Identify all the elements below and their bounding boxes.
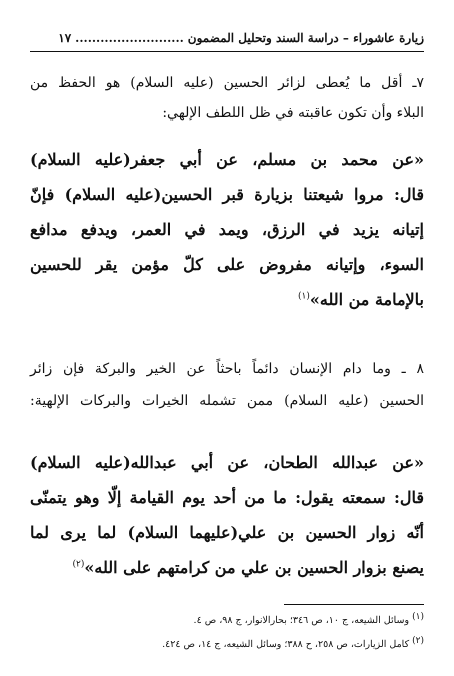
quote1-line-2: قال: مروا شيعتنا بزيارة قبر الحسين(عليه السلام) فإنّ <box>30 185 424 204</box>
running-header-leader-dots: .......................... <box>75 31 184 45</box>
running-header <box>30 28 424 48</box>
section7-line-2: البلاء وأن تكون عاقبته في ظل اللطف الإلهي: <box>162 105 424 121</box>
section8-line-1: ٨ ـ وما دام الإنسان دائماً باحثاً عن الخير والبركة فإن زائر <box>30 361 424 377</box>
section7-line-1: ٧ـ أقل ما يُعطى لزائر الحسين (عليه السلام) هو الحفظ من <box>30 75 424 91</box>
footnote-1 <box>60 613 424 626</box>
footnote-2-marker: (٢) <box>412 636 424 646</box>
quote2-line-1: «عن عبدالله الطحان، عن أبي عبدالله(عليه السلام) <box>30 453 424 472</box>
footnote-ref-1: (١) <box>297 291 310 302</box>
footnote-2-text: كامل الزيارات، ص ٢٥٨، ح ٣٨٨؛ وسائل الشيعه، ج ١٤، ص ٤٢٤. <box>162 639 410 651</box>
quote1-line-5-text: بالإمامة من الله» <box>309 290 424 309</box>
running-header-title: زيارة عاشوراء – دراسة السند وتحليل المضمون <box>187 31 424 45</box>
quote1-line-1: «عن محمد بن مسلم، عن أبي جعفر(عليه السلام) <box>30 150 425 169</box>
quote2-line-3: أنّه زوار الحسين بن علي(عليهما السلام) لما يرى لما <box>30 523 424 542</box>
quote1-line-5 <box>30 292 424 308</box>
header-rule <box>30 51 424 52</box>
footnote-1-marker: (١) <box>412 612 424 622</box>
footnote-ref-2: (٢) <box>72 559 85 570</box>
footnote-1-text: وسائل الشيعه، ج ١٠، ص ٣٤٦؛ بحارالانوار، ج ٩٨، ص ٤. <box>193 615 410 627</box>
quote1-line-3: إتيانه يزيد في الرزق، ويمد في العمر، ويدفع مدافع <box>30 220 424 239</box>
quote2-line-4-text: يصنع بزوار الحسين بن علي من كرامتهم على الله» <box>84 558 424 577</box>
quote1-line-4: السوء، وإتيانه مفروض على كلّ مؤمن يقر للحسين <box>30 255 424 274</box>
footnote-rule <box>284 604 424 605</box>
quote2-line-4 <box>30 560 424 576</box>
footnote-2 <box>60 637 424 650</box>
page-number: ١٧ <box>58 31 72 45</box>
section8-line-2: الحسين (عليه السلام) ممن تشمله الخيرات والبركات الإلهية: <box>30 393 424 409</box>
quote2-line-2: قال: سمعته يقول: ما من أحد يوم القيامة إلّا وهو يتمنّى <box>30 488 424 507</box>
